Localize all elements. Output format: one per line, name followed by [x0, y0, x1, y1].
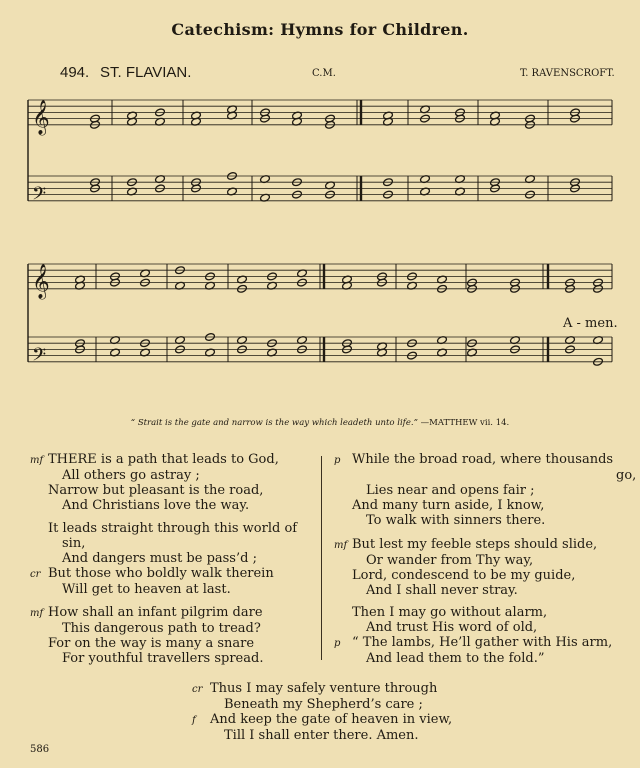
meter: C.M. [312, 68, 336, 79]
verse-line: Will get to heaven at last. [62, 582, 231, 597]
verse-line: This dangerous path to tread? [62, 621, 261, 636]
verse-line: sin, [62, 536, 86, 551]
verse-line: To walk with sinners there. [366, 513, 546, 528]
verse-line: And lead them to the fold.” [366, 651, 545, 666]
verse-line: cr But those who boldly walk therein [30, 566, 274, 581]
bass-clef: 𝄢 [32, 183, 47, 209]
verse-line: For youthful travellers spread. [62, 651, 264, 666]
amen-lyric: A - men. [563, 316, 618, 331]
verse-line: mf But lest my feeble steps should slide, [334, 537, 598, 552]
verse-line: It leads straight through this world of [48, 521, 298, 536]
verse-line: All others go astray ; [62, 468, 200, 483]
verse-line: And many turn aside, I know, [352, 498, 545, 513]
verse-line: And Christians love the way. [62, 498, 250, 513]
verse-line: Then I may go without alarm, [352, 605, 548, 620]
dynamic-mark: cr [30, 569, 41, 580]
dynamic-mark: p [334, 455, 341, 466]
stanza-2 [30, 521, 298, 597]
verse-line: mf THERE is a path that leads to God, [30, 452, 279, 467]
stanza-6 [334, 605, 613, 666]
dynamic-mark: mf [334, 540, 348, 551]
verse-line: cr Thus I may safely venture through [192, 681, 438, 696]
verse-line: go, [616, 468, 637, 483]
verse-line: And trust His word of old, [366, 620, 538, 635]
section-header: Catechism: Hymns for Children. [171, 20, 469, 39]
stanza-5 [334, 537, 598, 598]
dynamic-mark: mf [30, 455, 44, 466]
stanza-1 [30, 452, 279, 513]
composer: T. RAVENSCROFT. [520, 68, 615, 79]
stanza-7 [192, 681, 453, 743]
scripture-epigraph [0, 418, 640, 428]
verse-line: Beneath my Shepherd’s care ; [224, 697, 423, 712]
verse-line: f And keep the gate of heaven in view, [192, 712, 453, 727]
verse-line: Till I shall enter there. Amen. [224, 728, 419, 743]
stanza-3 [30, 605, 264, 666]
stanza-4 [334, 452, 637, 528]
verse-line: Narrow but pleasant is the road, [48, 483, 264, 498]
epigraph-reference: —MATTHEW vii. 14. [420, 418, 510, 428]
dynamic-mark: mf [30, 608, 44, 619]
epigraph-text: “ Strait is the gate and narrow is the way which leadeth unto life.” [130, 418, 418, 428]
verse-line: mf How shall an infant pilgrim dare [30, 605, 263, 620]
page-number: 586 [30, 744, 50, 755]
verse-line: And I shall never stray. [366, 583, 518, 598]
verse-line: Or wander from Thy way, [366, 553, 534, 568]
dynamic-mark: p [334, 638, 341, 649]
hymn-number: 494. [60, 64, 90, 81]
verse-line: And dangers must be pass’d ; [62, 551, 257, 566]
verse-line: For on the way is many a snare [48, 636, 255, 651]
column-divider [321, 456, 322, 660]
treble-clef: 𝄞 [32, 263, 50, 299]
verse-line: p “ The lambs, He’ll gather with His arm, [334, 635, 613, 650]
verse-line: Lies near and opens fair ; [366, 483, 535, 498]
treble-clef: 𝄞 [32, 99, 50, 135]
verse-line: p While the broad road, where thousands [334, 452, 614, 467]
tune-name: ST. FLAVIAN. [100, 64, 192, 81]
verse-line: Lord, condescend to be my guide, [352, 568, 576, 583]
dynamic-mark: cr [192, 684, 203, 695]
bass-clef: 𝄢 [32, 344, 47, 370]
dynamic-mark: f [192, 715, 196, 726]
